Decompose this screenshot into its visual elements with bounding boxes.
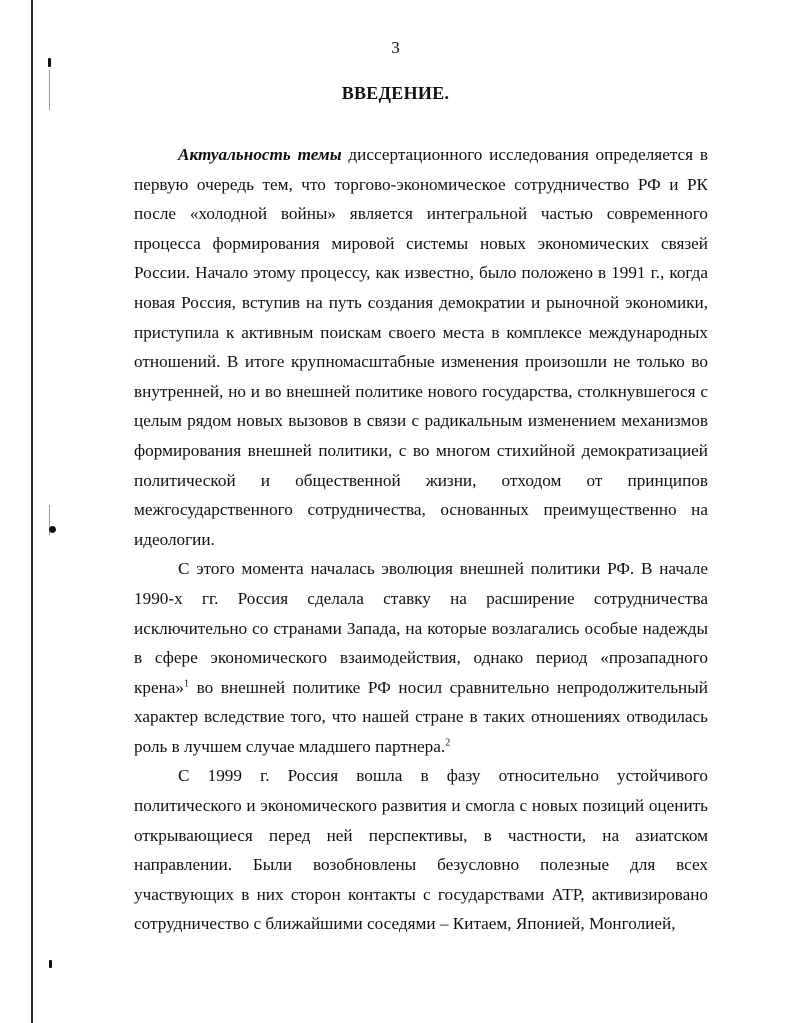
- footnote-ref-1: 1: [184, 677, 189, 689]
- paragraph-1-text: диссертационного исследования определяется в первую очередь тем, что торгово-экономическое сотрудничество РФ и РК после «холодной войны» является интегральной частью современного процесса формирования мировой системы новых экономических связей России. Начало этому процессу, как известно, было положено в 1991 г., когда новая Россия, вступив на путь создания демократии и рыночной экономики, приступила к активным поискам своего места в комплексе международных отношений. В итоге крупномасштабные изменения произошли не только во внутренней, но и во внешней политике нового государства, столкнувшегося с целым рядом новых вызовов в связи с радикальным изменением механизмов формирования внешней политики, с во многом стихийной демократизацией политической и общественной жизни, отходом от принципов межгосударственного сотрудничества, основанных преимущественно на идеологии.: [134, 145, 708, 549]
- punch-hole-dot: [49, 526, 56, 533]
- paragraph-1: [134, 140, 708, 554]
- section-heading: ВВЕДЕНИЕ.: [341, 83, 450, 103]
- page-number: 3: [391, 38, 400, 57]
- paragraph-2-text-b: во внешней политике РФ носил сравнительно непродолжительный характер вследствие того, что нашей стране в таких отношениях отводилась роль в лучшем случае младшего партнера.: [134, 677, 708, 756]
- scan-speck: [49, 960, 52, 968]
- lead-phrase: Актуальность темы: [178, 145, 342, 164]
- paragraph-3: [134, 761, 708, 939]
- footnote-ref-2: 2: [445, 737, 451, 749]
- scan-speck: [48, 58, 51, 67]
- paragraph-2: [134, 554, 708, 761]
- scan-binding-edge: [31, 0, 33, 1023]
- paragraph-3-text: С 1999 г. Россия вошла в фазу относительно устойчивого политического и экономического развития и смогла с новых позиций оценить открывающиеся перед ней перспективы, в частности, на азиатском направлении. Были возобновлены безусловно полезные для всех участвующих в них сторон контакты с государствами АТР, активизировано сотрудничество с ближайшими соседями – Китаем, Японией, Монголией,: [134, 766, 708, 934]
- body-text: [134, 140, 708, 939]
- paragraph-2-text-a: С этого момента началась эволюция внешней политики РФ. В начале 1990-х гг. Россия сделала ставку на расширение сотрудничества исключительно со странами Запада, на которые возлагались особые надежды в сфере экономического взаимодействия, однако период «прозападного крена»: [134, 559, 708, 697]
